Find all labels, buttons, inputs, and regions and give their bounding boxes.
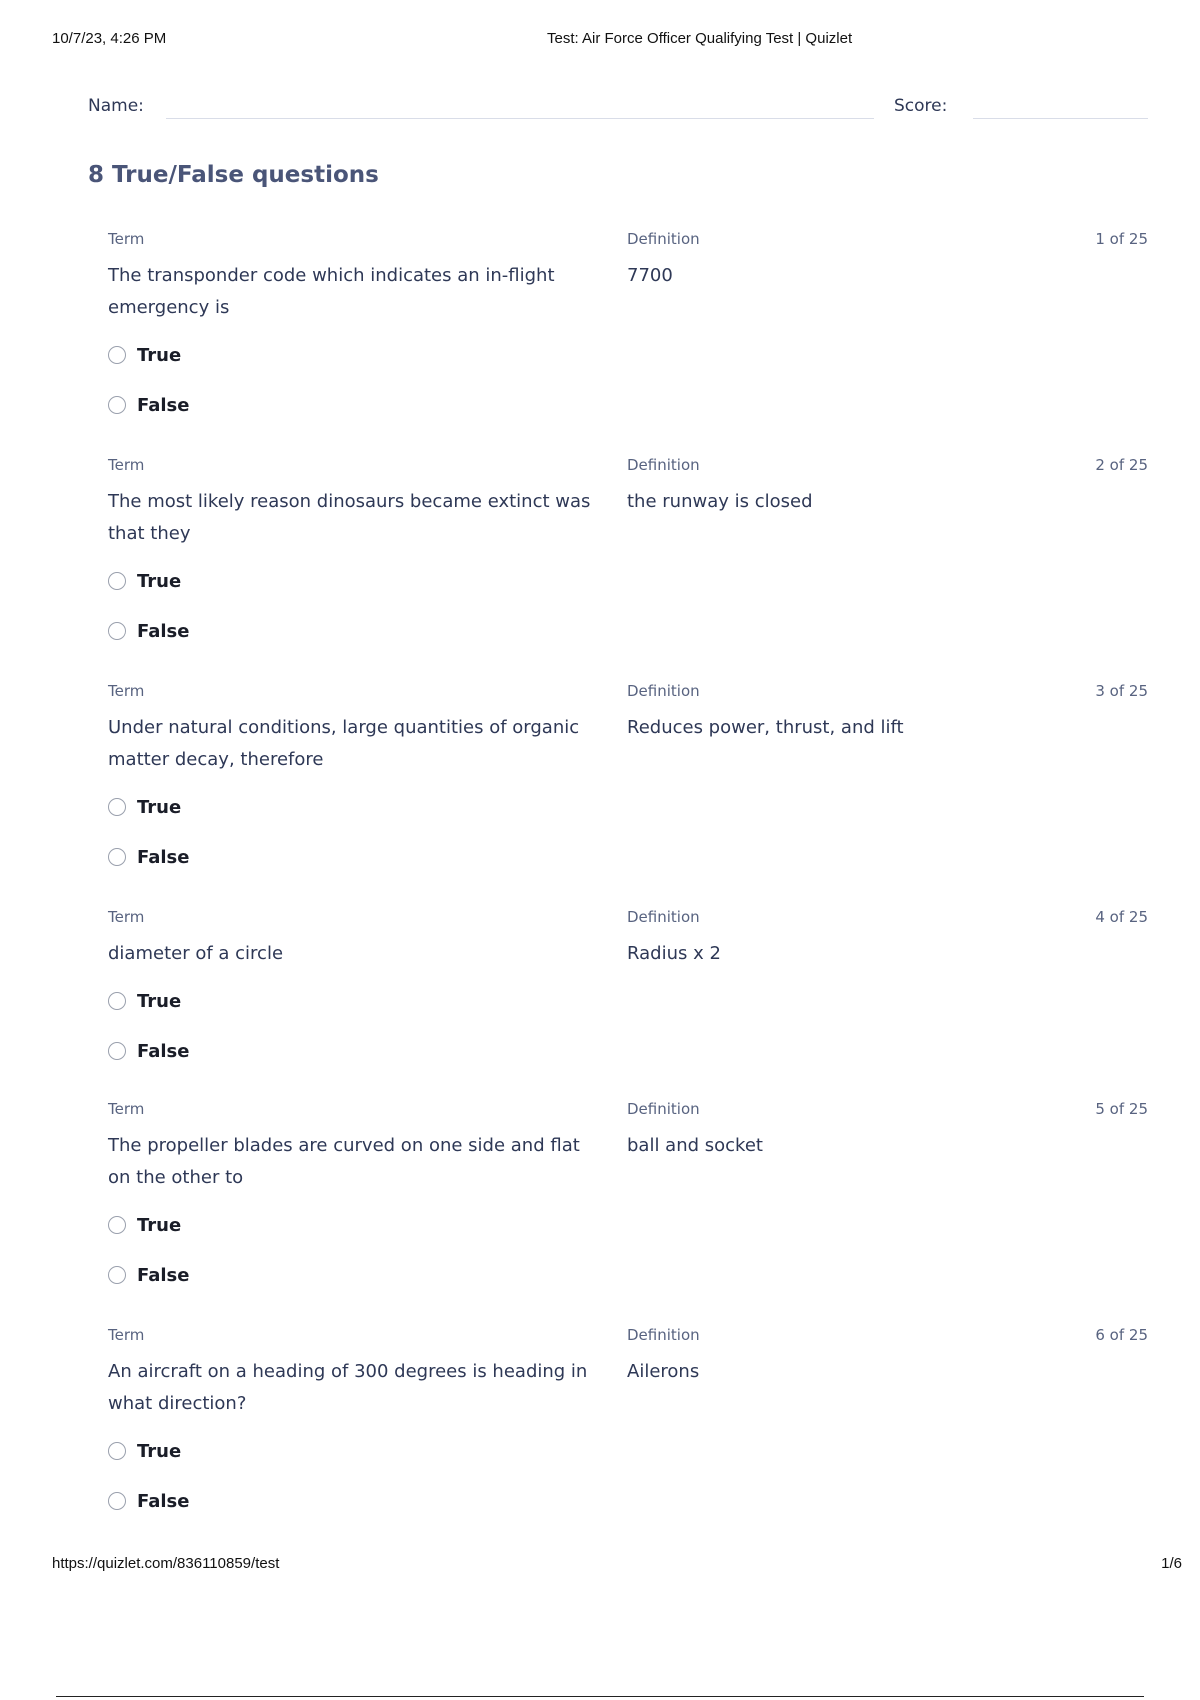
true-label: True	[137, 796, 182, 818]
term-label: Term	[108, 456, 145, 474]
definition-label: Definition	[627, 456, 700, 474]
question-counter: 4 of 25	[1095, 908, 1148, 926]
question-counter: 1 of 25	[1095, 230, 1148, 248]
name-field[interactable]	[166, 118, 874, 119]
false-option[interactable]	[108, 392, 189, 418]
print-url: https://quizlet.com/836110859/test	[52, 1555, 280, 1572]
radio-button[interactable]	[108, 346, 126, 364]
question-6	[108, 1322, 1148, 1548]
radio-button[interactable]	[108, 848, 126, 866]
term-label: Term	[108, 1100, 145, 1118]
radio-button[interactable]	[108, 1266, 126, 1284]
true-option[interactable]	[108, 794, 181, 820]
term-text: An aircraft on a heading of 300 degrees is heading in what direction?	[108, 1361, 588, 1414]
question-3	[108, 678, 1148, 904]
term-label: Term	[108, 1326, 145, 1344]
term-text: The transponder code which indicates an in-flight emergency is	[108, 265, 555, 318]
question-2	[108, 452, 1148, 678]
definition-text: Reduces power, thrust, and lift	[627, 717, 904, 738]
true-option[interactable]	[108, 1212, 181, 1238]
definition-label: Definition	[627, 682, 700, 700]
true-option[interactable]	[108, 1438, 181, 1464]
true-label: True	[137, 344, 182, 366]
print-timestamp: 10/7/23, 4:26 PM	[52, 30, 167, 47]
question-counter: 5 of 25	[1095, 1100, 1148, 1118]
true-option[interactable]	[108, 988, 181, 1014]
definition-label: Definition	[627, 230, 700, 248]
true-option[interactable]	[108, 568, 181, 594]
false-option[interactable]	[108, 1262, 189, 1288]
false-option[interactable]	[108, 1038, 189, 1064]
true-label: True	[137, 1214, 182, 1236]
false-option[interactable]	[108, 1488, 189, 1514]
true-label: True	[137, 570, 182, 592]
question-counter: 6 of 25	[1095, 1326, 1148, 1344]
radio-button[interactable]	[108, 798, 126, 816]
false-label: False	[137, 846, 190, 868]
question-list	[108, 226, 1148, 1548]
definition-label: Definition	[627, 908, 700, 926]
print-header	[52, 30, 1148, 50]
radio-button[interactable]	[108, 622, 126, 640]
section-title: 8 True/False questions	[88, 162, 379, 188]
radio-button[interactable]	[108, 992, 126, 1010]
page-number: 1/6	[1161, 1555, 1182, 1572]
definition-text: Ailerons	[627, 1361, 700, 1382]
false-option[interactable]	[108, 844, 189, 870]
print-title: Test: Air Force Officer Qualifying Test | Quizlet	[547, 30, 853, 47]
false-label: False	[137, 394, 190, 416]
definition-text: the runway is closed	[627, 491, 813, 512]
name-score-row	[88, 92, 1148, 124]
true-label: True	[137, 1440, 182, 1462]
score-label: Score:	[894, 96, 948, 116]
false-option[interactable]	[108, 618, 189, 644]
score-field[interactable]	[973, 118, 1148, 119]
definition-label: Definition	[627, 1100, 700, 1118]
question-counter: 2 of 25	[1095, 456, 1148, 474]
radio-button[interactable]	[108, 1492, 126, 1510]
term-text: diameter of a circle	[108, 943, 284, 964]
radio-button[interactable]	[108, 1042, 126, 1060]
page-divider	[56, 1696, 1144, 1697]
radio-button[interactable]	[108, 1442, 126, 1460]
term-label: Term	[108, 908, 145, 926]
name-label: Name:	[88, 96, 144, 116]
print-footer	[52, 1555, 1182, 1575]
term-text: The propeller blades are curved on one side and flat on the other to	[108, 1135, 580, 1188]
false-label: False	[137, 1490, 190, 1512]
term-text: Under natural conditions, large quantities of organic matter decay, therefore	[108, 717, 580, 770]
true-option[interactable]	[108, 342, 181, 368]
definition-text: 7700	[627, 265, 673, 286]
definition-text: ball and socket	[627, 1135, 763, 1156]
term-label: Term	[108, 682, 145, 700]
false-label: False	[137, 1040, 190, 1062]
false-label: False	[137, 620, 190, 642]
radio-button[interactable]	[108, 572, 126, 590]
question-counter: 3 of 25	[1095, 682, 1148, 700]
term-text: The most likely reason dinosaurs became extinct was that they	[108, 491, 591, 544]
question-5	[108, 1096, 1148, 1322]
term-label: Term	[108, 230, 145, 248]
definition-label: Definition	[627, 1326, 700, 1344]
radio-button[interactable]	[108, 1216, 126, 1234]
false-label: False	[137, 1264, 190, 1286]
question-1	[108, 226, 1148, 452]
question-4	[108, 904, 1148, 1096]
radio-button[interactable]	[108, 396, 126, 414]
definition-text: Radius x 2	[627, 943, 721, 964]
true-label: True	[137, 990, 182, 1012]
